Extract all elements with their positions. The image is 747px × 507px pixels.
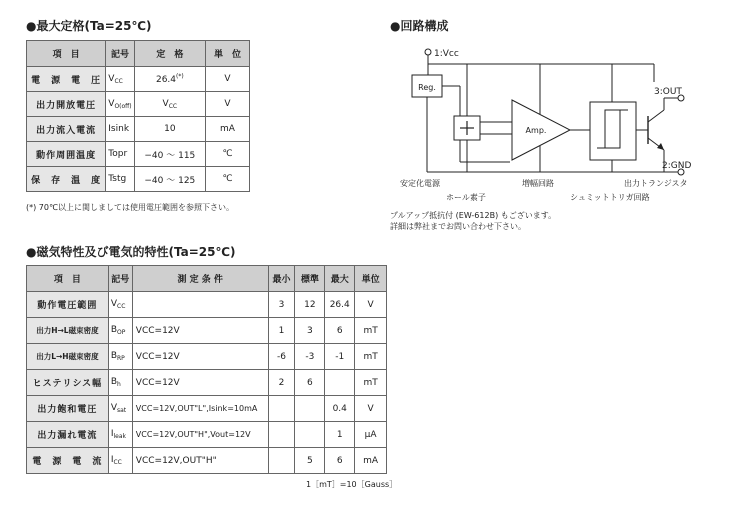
characteristics-table (26, 265, 387, 474)
row-item: 出力漏れ電流 (27, 422, 109, 448)
circuit-note-1: プルアップ抵抗付 (EW-612B) もございます。 (390, 211, 557, 220)
row-condition: VCC=12V,OUT"H" (132, 448, 268, 474)
row-item: 出力流入電流 (27, 117, 106, 142)
characteristics-title: ●磁気特性及び電気的特性(Ta=25℃) (26, 245, 236, 259)
row-max: -1 (325, 344, 355, 370)
row-symbol: $V_{sat}$ (108, 396, 132, 422)
out-label: 3:OUT (654, 87, 682, 97)
row-unit: V (206, 67, 250, 92)
row-max: 6 (325, 448, 355, 474)
row-typ: 5 (295, 448, 325, 474)
row-symbol: $I_{CC}$ (108, 448, 132, 474)
caption-amp: 増幅回路 (522, 179, 554, 188)
row-min: 1 (268, 318, 295, 344)
row-unit: V (355, 396, 387, 422)
table-row (27, 292, 387, 318)
schmitt-trigger-block (590, 102, 636, 160)
row-typ (295, 422, 325, 448)
table-row (27, 167, 250, 192)
vcc-label: 1:Vcc (434, 49, 459, 59)
row-item: 出力開放電圧 (27, 92, 106, 117)
header-symbol: 記号 (108, 266, 132, 292)
row-typ: 3 (295, 318, 325, 344)
row-symbol: Isink (106, 117, 134, 142)
row-condition (132, 292, 268, 318)
row-max: 1 (325, 422, 355, 448)
transistor-arrow (657, 143, 664, 150)
table-row (27, 422, 387, 448)
row-symbol: Topr (106, 142, 134, 167)
table-row (27, 92, 250, 117)
characteristics-footnote: 1［mT］=10［Gauss］ (306, 480, 398, 489)
row-min (268, 448, 295, 474)
table-row (27, 396, 387, 422)
table-row (27, 370, 387, 396)
row-min (268, 396, 295, 422)
row-condition: VCC=12V (132, 318, 268, 344)
transistor-collector (648, 110, 664, 122)
row-symbol: $B_{RP}$ (108, 344, 132, 370)
row-condition: VCC=12V (132, 344, 268, 370)
row-typ: -3 (295, 344, 325, 370)
header-unit: 単位 (355, 266, 387, 292)
amplifier-label: Amp. (525, 126, 547, 135)
row-value: −40 〜 125 (134, 167, 205, 192)
row-unit: mA (206, 117, 250, 142)
row-unit: ℃ (206, 167, 250, 192)
row-symbol: $V_{CC}$ (108, 292, 132, 318)
row-symbol: $V_{O(off)}$ (106, 92, 134, 117)
row-unit: mA (355, 448, 387, 474)
header-max: 最大 (325, 266, 355, 292)
row-item: 出力L→H磁束密度 (27, 344, 109, 370)
row-max (325, 370, 355, 396)
row-unit: ℃ (206, 142, 250, 167)
ratings-footnote: (*) 70℃以上に関しましては使用電圧範囲を参照下さい。 (26, 203, 234, 212)
regulator-label: Reg. (418, 83, 436, 92)
row-typ (295, 396, 325, 422)
circuit-note-2: 詳細は弊社までお問い合わせ下さい。 (390, 222, 526, 231)
row-item: 保 存 温 度 (27, 167, 106, 192)
header-item: 項 目 (27, 41, 106, 67)
header-rating: 定 格 (134, 41, 205, 67)
row-condition: VCC=12V,OUT"L",Isink=10mA (132, 396, 268, 422)
ratings-header-row (27, 41, 250, 67)
ratings-title: ●最大定格(Ta=25℃) (26, 19, 152, 33)
caption-hall: ホール素子 (446, 193, 486, 202)
caption-transistor: 出力トランジスタ (624, 179, 688, 188)
header-typ: 標準 (295, 266, 325, 292)
table-row (27, 67, 250, 92)
circuit-diagram (390, 38, 710, 206)
row-item: 出力H→L磁束密度 (27, 318, 109, 344)
row-symbol: Tstg (106, 167, 134, 192)
characteristics-header-row (27, 266, 387, 292)
table-row (27, 318, 387, 344)
row-min: -6 (268, 344, 295, 370)
row-min (268, 422, 295, 448)
row-value: 10 (134, 117, 205, 142)
row-unit: V (355, 292, 387, 318)
row-max: 0.4 (325, 396, 355, 422)
row-condition: VCC=12V (132, 370, 268, 396)
row-item: 動作周囲温度 (27, 142, 106, 167)
gnd-label: 2:GND (662, 161, 692, 171)
row-symbol: $B_h$ (108, 370, 132, 396)
row-min: 2 (268, 370, 295, 396)
row-item: 電 源 電 圧 (27, 67, 106, 92)
header-min: 最小 (268, 266, 295, 292)
row-item: 動作電圧範囲 (27, 292, 109, 318)
row-value: 26.4(*) (134, 67, 205, 92)
header-condition: 測 定 条 件 (132, 266, 268, 292)
row-symbol: $I_{leak}$ (108, 422, 132, 448)
row-unit: mT (355, 318, 387, 344)
row-unit: μA (355, 422, 387, 448)
header-unit: 単 位 (206, 41, 250, 67)
vcc-terminal (425, 49, 431, 55)
caption-stabilizer: 安定化電源 (400, 179, 440, 188)
row-min: 3 (268, 292, 295, 318)
circuit-title: ●回路構成 (390, 19, 449, 33)
caption-schmitt: シュミットトリガ回路 (570, 193, 650, 202)
row-unit: V (206, 92, 250, 117)
table-row (27, 344, 387, 370)
row-unit: mT (355, 344, 387, 370)
row-item: 電 源 電 流 (27, 448, 109, 474)
table-row (27, 142, 250, 167)
row-unit: mT (355, 370, 387, 396)
header-item: 項 目 (27, 266, 109, 292)
row-item: 出力飽和電圧 (27, 396, 109, 422)
row-symbol: $V_{CC}$ (106, 67, 134, 92)
row-item: ヒステリシス幅 (27, 370, 109, 396)
table-row (27, 448, 387, 474)
row-max: 6 (325, 318, 355, 344)
row-typ: 12 (295, 292, 325, 318)
row-condition: VCC=12V,OUT"H",Vout=12V (132, 422, 268, 448)
row-value: −40 〜 115 (134, 142, 205, 167)
header-symbol: 記号 (106, 41, 134, 67)
row-symbol: $B_{OP}$ (108, 318, 132, 344)
table-row (27, 117, 250, 142)
row-max: 26.4 (325, 292, 355, 318)
row-value: $V_{CC}$ (134, 92, 205, 117)
ratings-table (26, 40, 250, 192)
row-typ: 6 (295, 370, 325, 396)
